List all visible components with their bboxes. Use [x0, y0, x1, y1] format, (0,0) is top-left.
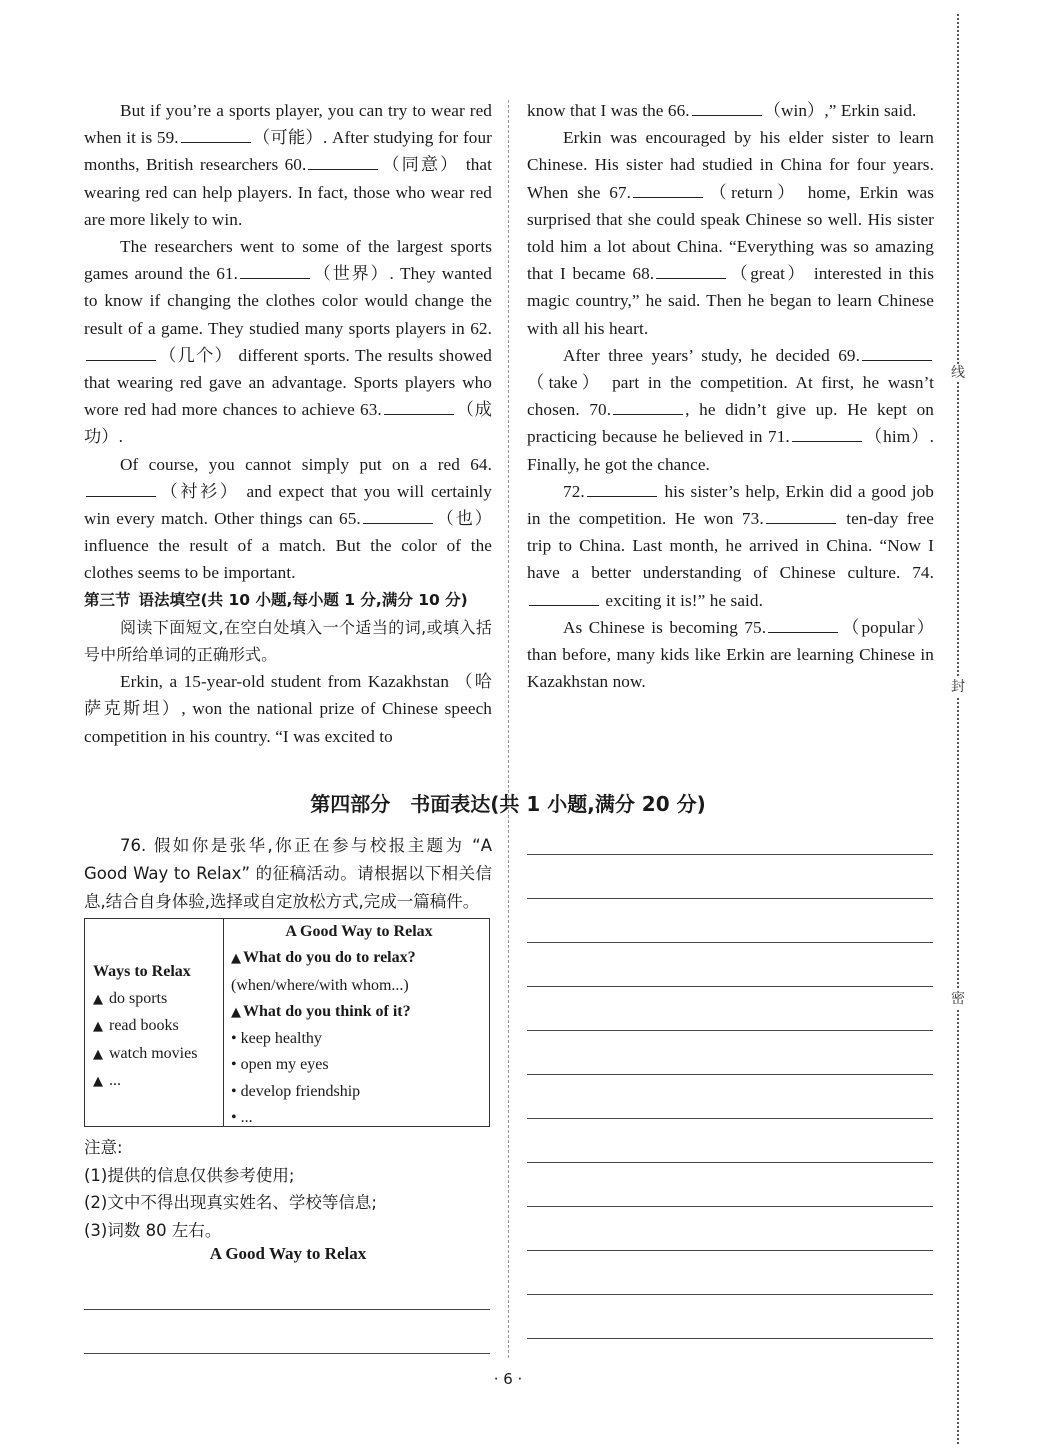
binding-mark-feng: 封 [948, 678, 968, 696]
writing-line[interactable] [527, 942, 933, 943]
binding-mark-xian: 线 [948, 364, 968, 382]
answer-blank-69[interactable] [862, 343, 932, 361]
paragraph-59-60: But if you’re a sports player, you can try to wear red when it is 59. （可能）. After studying for four months, British researchers 60. （同意） that wearing red can help players. In fact, those who wear red are more likely to win. [84, 101, 492, 229]
point-item: • develop friendship [231, 1082, 361, 1100]
ways-item: ▲ ... [93, 1072, 121, 1089]
answer-blank-67[interactable] [633, 180, 703, 198]
right-column [527, 97, 934, 695]
note-item: (3)词数 80 左右。 [84, 1220, 222, 1240]
notes-label: 注意: [84, 1138, 123, 1157]
answer-blank-72[interactable] [587, 479, 657, 497]
point-item: • ... [231, 1109, 253, 1127]
ways-item: ▲ read books [93, 1017, 179, 1034]
writing-line[interactable] [84, 1309, 490, 1310]
good-way-header: A Good Way to Relax [285, 923, 433, 940]
paragraph-72-74: 72. his sister’s help, Erkin did a good job in the competition. He won 73. ten-day free trip to China. Last month, he arrived in China. “Now I have a better understanding of Chinese culture. 74. exciting it is!” he said. [527, 478, 934, 614]
paragraph-64-65: Of course, you cannot simply put on a red 64.（衬衫） and expect that you will certainly win every match. Other things can 65. （也） influence the result of a match. But the color of the clothes seems to be important. [84, 454, 492, 583]
answer-blank-63[interactable] [384, 397, 454, 415]
answer-blank-71[interactable] [792, 424, 862, 442]
dot-bullet-icon: • [231, 1082, 237, 1100]
essay-title: A Good Way to Relax [209, 1244, 367, 1263]
answer-blank-59[interactable] [181, 125, 251, 143]
answer-blank-64[interactable] [86, 479, 156, 497]
paragraph-67-68: Erkin was encouraged by his elder sister to learn Chinese. His sister had studied in China for four years. When she 67. （return） home, Erkin was surprised that she could speak Chinese so well. His sister told him a lot about China. “Everything was so amazing that I became 68. （great） interested in this magic country,” he said. Then he began to learn Chinese with all his heart. [527, 128, 934, 338]
binding-dotted-line [957, 14, 959, 1444]
dot-bullet-icon: • [231, 1056, 237, 1074]
triangle-bullet-icon: ▲ [231, 951, 241, 967]
triangle-bullet-icon: ▲ [93, 1046, 103, 1062]
writing-line[interactable] [527, 1030, 933, 1031]
part-4-heading: 第四部分 书面表达(共 1 小题,满分 20 分) [310, 792, 706, 816]
writing-line[interactable] [527, 1118, 933, 1119]
answer-blank-73[interactable] [766, 506, 836, 524]
answer-blank-62[interactable] [86, 343, 156, 361]
answer-blank-60[interactable] [308, 152, 378, 170]
answer-blank-68[interactable] [656, 261, 726, 279]
ways-item: ▲ do sports [93, 989, 168, 1007]
writing-line[interactable] [527, 898, 933, 899]
answer-blank-65[interactable] [363, 506, 433, 524]
question-1-hint: (when/where/with whom...) [231, 976, 409, 994]
binding-mark-mi: 密 [948, 990, 968, 1008]
writing-task-prompt: 76. 假如你是张华,你正在参与校报主题为 “A Good Way to Relax” 的征稿活动。请根据以下相关信息,结合自身体验,选择或自定放松方式,完成一篇稿件。 [84, 836, 492, 911]
ways-item: ▲ watch movies [93, 1044, 198, 1062]
section-3-instruction: 阅读下面短文,在空白处填入一个适当的词,或填入括号中所给单词的正确形式。 [84, 617, 492, 665]
paragraph-69-71: After three years’ study, he decided 69.（take） part in the competition. At first, he wasn’t chosen. 70. , he didn’t give up. He kept on practicing because he believed in 71. （him）. Finally, he got the chance. [527, 342, 934, 478]
triangle-bullet-icon: ▲ [93, 991, 103, 1007]
writing-line[interactable] [527, 1206, 933, 1207]
point-item: • open my eyes [231, 1056, 329, 1074]
triangle-bullet-icon: ▲ [231, 1004, 241, 1020]
writing-line[interactable] [527, 986, 933, 987]
paragraph-75: As Chinese is becoming 75. （popular） than before, many kids like Erkin are learning Chinese in Kazakhstan now. [527, 614, 934, 696]
writing-line[interactable] [527, 1338, 933, 1339]
writing-line[interactable] [527, 854, 933, 855]
good-way-cell [231, 919, 487, 1131]
ways-header: Ways to Relax [93, 963, 191, 980]
answer-blank-70[interactable] [613, 397, 683, 415]
triangle-bullet-icon: ▲ [93, 1019, 103, 1034]
writing-line[interactable] [527, 1162, 933, 1163]
dot-bullet-icon: • [231, 1109, 237, 1127]
section-3-heading: 第三节 语法填空(共 10 小题,每小题 1 分,满分 10 分) [84, 590, 468, 609]
relax-info-table [84, 918, 490, 1127]
left-column [84, 97, 492, 750]
writing-line[interactable] [527, 1250, 933, 1251]
writing-line[interactable] [527, 1294, 933, 1295]
writing-line[interactable] [527, 1074, 933, 1075]
point-item: • keep healthy [231, 1030, 322, 1048]
answer-blank-66[interactable] [692, 98, 762, 116]
paragraph-61-63: The researchers went to some of the largest sports games around the 61. （世界）. They wanted to know if changing the clothes color would change the result of a game. They studied many sports players in 62.（几个） different sports. The results showed that wearing red gave an advantage. Sports players who wore red had more chances to achieve 63. （成功）. [84, 237, 493, 447]
answer-blank-75[interactable] [768, 615, 838, 633]
paragraph-66: know that I was the 66. （win）,” Erkin said. [527, 97, 934, 124]
writing-line[interactable] [84, 1353, 490, 1354]
notes-block [84, 1134, 492, 1244]
question-2: ▲ What do you think of it? [231, 1002, 411, 1020]
triangle-bullet-icon: ▲ [93, 1074, 103, 1089]
ways-to-relax-cell [93, 959, 225, 1096]
paragraph-erkin-intro: Erkin, a 15-year-old student from Kazakhstan （哈萨克斯坦）, won the national prize of Chinese speech competition in his country. “I was excited to [84, 672, 492, 746]
column-divider [508, 100, 509, 1358]
dot-bullet-icon: • [231, 1030, 237, 1048]
answer-blank-74[interactable] [529, 588, 599, 606]
answer-blank-61[interactable] [240, 261, 310, 279]
page-number: · 6 · [493, 1370, 523, 1388]
note-item: (1)提供的信息仅供参考使用; [84, 1165, 295, 1185]
note-item: (2)文中不得出现真实姓名、学校等信息; [84, 1193, 377, 1212]
question-1: ▲ What do you do to relax? [231, 949, 416, 967]
